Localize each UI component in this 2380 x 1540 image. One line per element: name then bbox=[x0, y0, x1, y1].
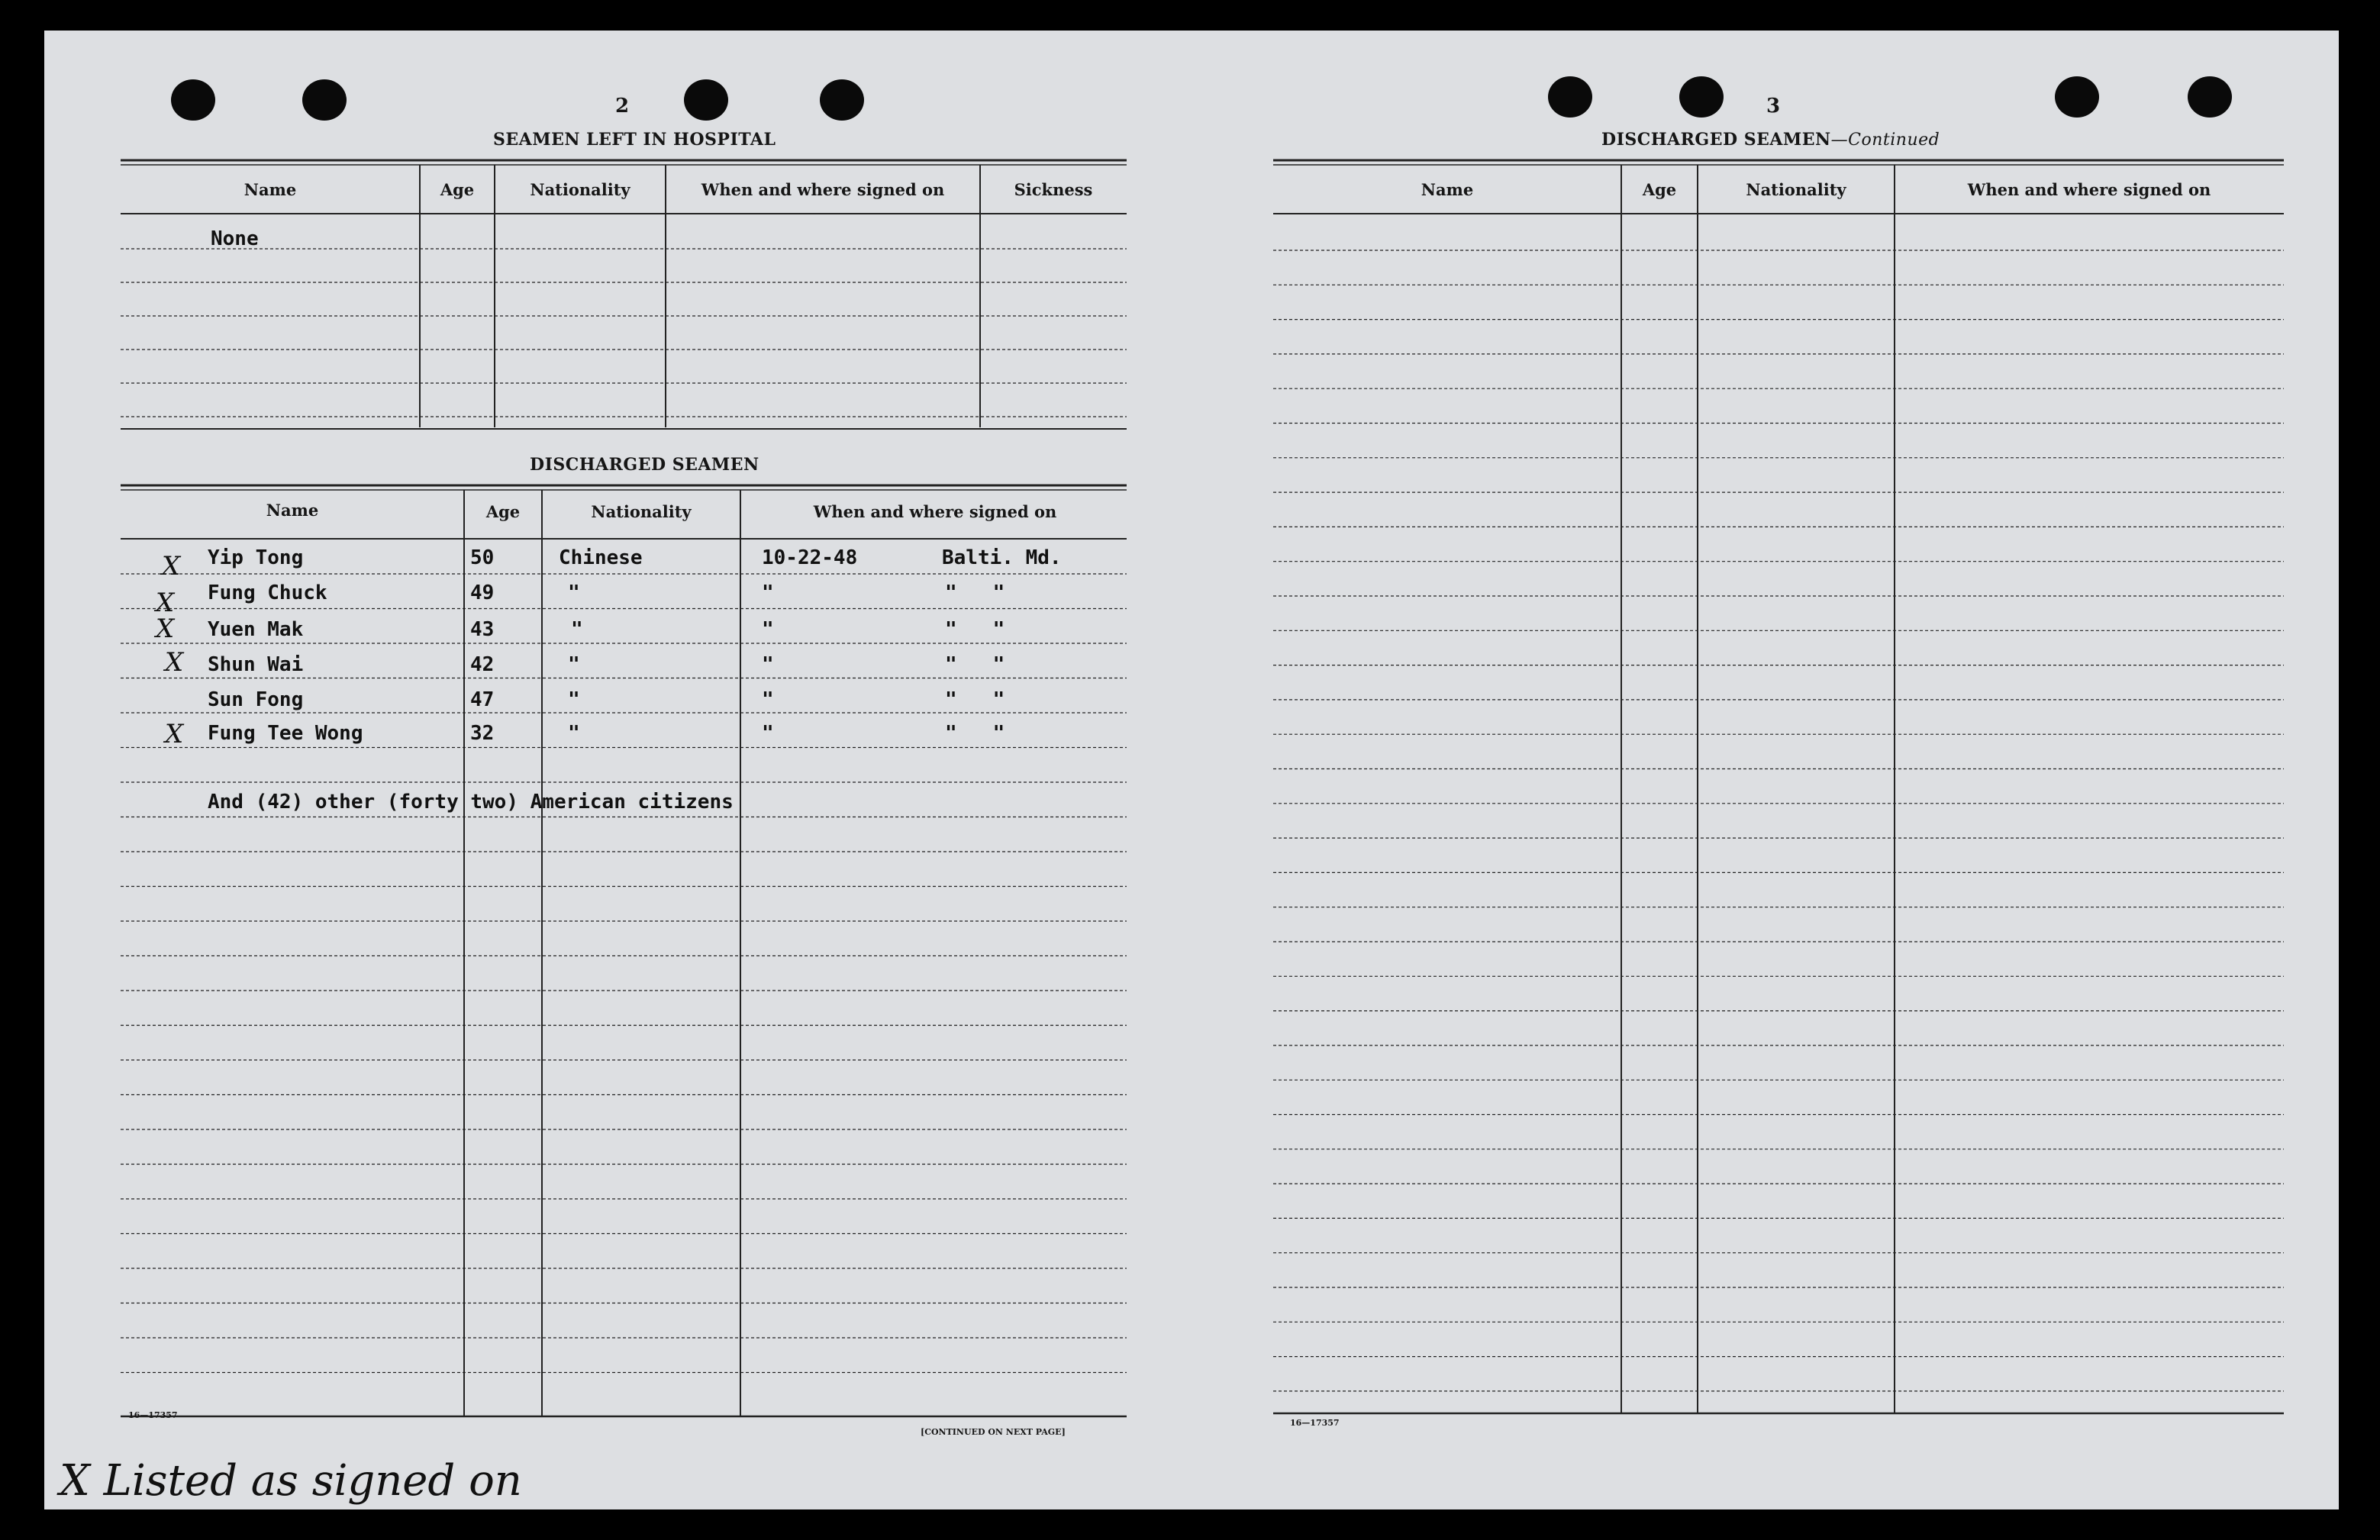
punch-hole bbox=[171, 79, 215, 121]
punch-hole bbox=[302, 79, 347, 121]
row-check-mark: X bbox=[162, 551, 181, 582]
punch-hole bbox=[2055, 76, 2099, 118]
row-nationality: " bbox=[571, 618, 583, 641]
right-title-suffix: —Continued bbox=[1830, 130, 1940, 150]
right-col-signed-on: When and where signed on bbox=[1967, 180, 2211, 199]
hospital-col-nationality: Nationality bbox=[530, 180, 630, 199]
row-place: " " bbox=[945, 582, 1005, 604]
row-nationality: " bbox=[568, 722, 580, 745]
right-section-title bbox=[1601, 130, 1940, 150]
discharged-col-nationality: Nationality bbox=[591, 502, 692, 521]
row-name: Shun Wai bbox=[208, 653, 304, 676]
punch-hole bbox=[684, 79, 728, 121]
right-title-main: DISCHARGED SEAMEN bbox=[1601, 130, 1831, 150]
row-place: " " bbox=[945, 688, 1005, 711]
right-col-nationality: Nationality bbox=[1746, 180, 1846, 199]
row-date: " bbox=[762, 618, 774, 641]
discharged-col-name: Name bbox=[266, 501, 319, 520]
right-col-age: Age bbox=[1642, 180, 1677, 199]
form-rules bbox=[44, 31, 2339, 1509]
hospital-col-age: Age bbox=[440, 180, 475, 199]
row-place: Balti. Md. bbox=[942, 546, 1062, 569]
row-name: Fung Chuck bbox=[208, 582, 327, 604]
row-date: 10-22-48 bbox=[762, 546, 858, 569]
continued-note: [CONTINUED ON NEXT PAGE] bbox=[921, 1427, 1066, 1437]
right-col-name: Name bbox=[1421, 180, 1474, 199]
row-age: 47 bbox=[470, 688, 495, 711]
row-name: Fung Tee Wong bbox=[208, 722, 363, 745]
row-name: Yip Tong bbox=[208, 546, 304, 569]
row-check-mark: X bbox=[165, 719, 184, 749]
row-name: Yuen Mak bbox=[208, 618, 304, 641]
row-age: 49 bbox=[470, 582, 495, 604]
hospital-col-sickness: Sickness bbox=[1014, 180, 1093, 199]
form-number-left: 16—17357 bbox=[128, 1410, 178, 1420]
page-number-right: 3 bbox=[1766, 95, 1781, 118]
row-place: " " bbox=[945, 618, 1005, 641]
american-citizens-note: And (42) other (forty two) American citizens bbox=[208, 791, 734, 813]
row-nationality: " bbox=[568, 582, 580, 604]
row-check-mark: X bbox=[156, 588, 175, 618]
punch-hole bbox=[1548, 76, 1592, 118]
row-check-mark: X bbox=[165, 647, 184, 678]
row-name: Sun Fong bbox=[208, 688, 304, 711]
row-age: 32 bbox=[470, 722, 495, 745]
discharged-col-age: Age bbox=[485, 502, 521, 521]
row-nationality: Chinese bbox=[559, 546, 643, 569]
row-nationality: " bbox=[568, 653, 580, 676]
row-date: " bbox=[762, 688, 774, 711]
punch-hole bbox=[820, 79, 864, 121]
punch-hole bbox=[2188, 76, 2232, 118]
row-date: " bbox=[762, 582, 774, 604]
row-date: " bbox=[762, 722, 774, 745]
row-place: " " bbox=[945, 653, 1005, 676]
discharged-section-title: DISCHARGED SEAMEN bbox=[530, 455, 759, 475]
form-number-right: 16—17357 bbox=[1290, 1418, 1340, 1428]
hospital-section-title: SEAMEN LEFT IN HOSPITAL bbox=[493, 130, 776, 150]
discharged-col-signed-on: When and where signed on bbox=[813, 502, 1057, 521]
hospital-col-signed-on: When and where signed on bbox=[701, 180, 945, 199]
row-nationality: " bbox=[568, 688, 580, 711]
row-age: 50 bbox=[470, 546, 495, 569]
hospital-col-name: Name bbox=[243, 180, 297, 199]
row-age: 43 bbox=[470, 618, 495, 641]
hospital-entry-none: None bbox=[211, 227, 259, 250]
page-number-left: 2 bbox=[615, 95, 630, 118]
punch-hole bbox=[1679, 76, 1724, 118]
row-date: " bbox=[762, 653, 774, 676]
document-sheet bbox=[44, 31, 2339, 1509]
row-check-mark: X bbox=[156, 614, 175, 644]
row-age: 42 bbox=[470, 653, 495, 676]
row-place: " " bbox=[945, 722, 1005, 745]
handwritten-footnote: X Listed as signed on bbox=[60, 1456, 522, 1506]
